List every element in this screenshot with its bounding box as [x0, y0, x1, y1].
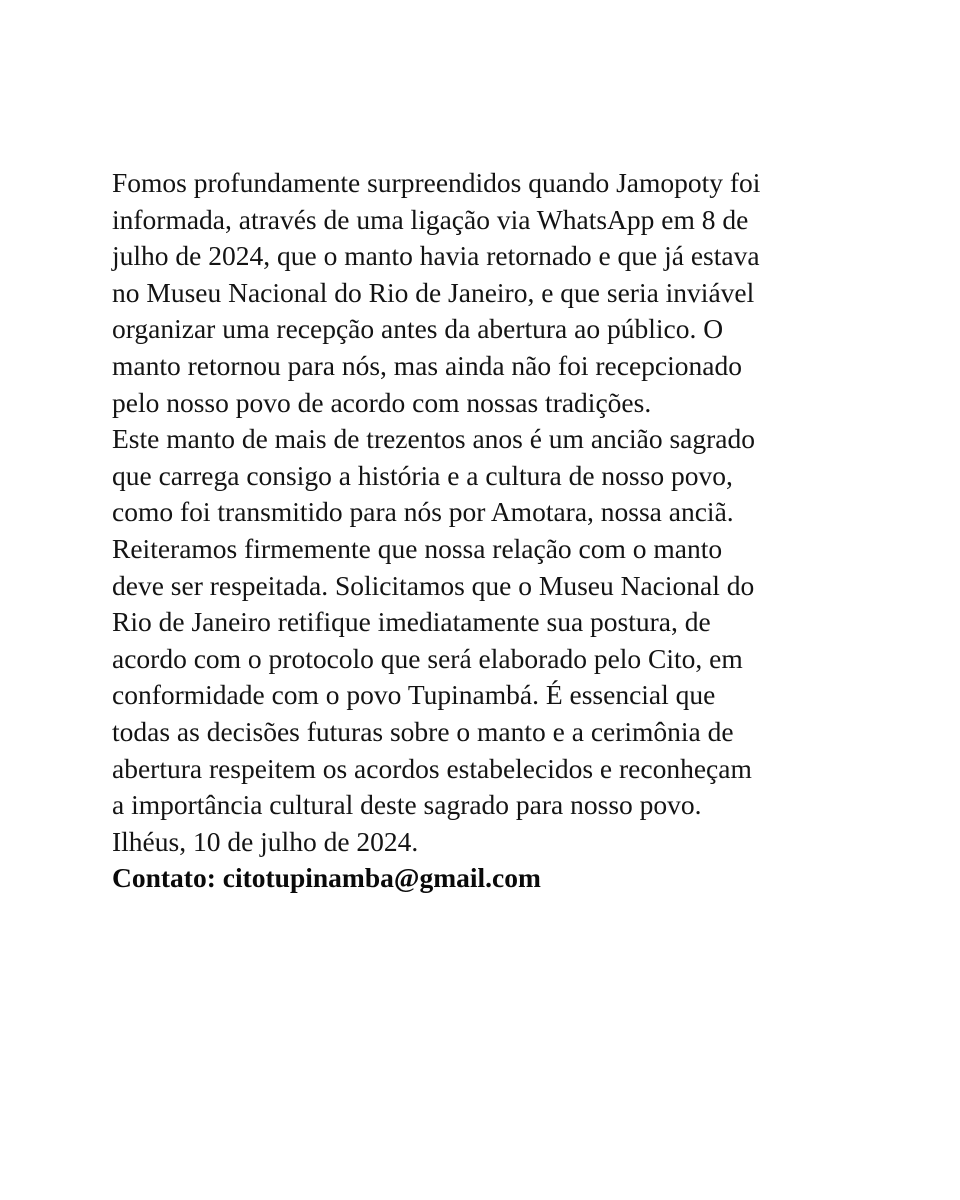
paragraph-1-line: organizar uma recepção antes da abertura ao público. O: [112, 313, 724, 345]
paragraph-2-line: que carrega consigo a história e a cultura de nosso povo,: [112, 459, 733, 491]
paragraph-1-line: informada, através de uma ligação via WhatsApp em 8 de: [112, 203, 749, 235]
paragraph-1-line: Fomos profundamente surpreendidos quando Jamopoty foi: [112, 167, 761, 198]
place-date: Ilhéus, 10 de julho de 2024.: [112, 825, 419, 857]
paragraph-1-line: manto retornou para nós, mas ainda não foi recepcionado: [112, 349, 742, 381]
paragraph-2-line: Este manto de mais de trezentos anos é um ancião sagrado: [112, 423, 755, 455]
contact-email: Contato: citotupinamba@gmail.com: [112, 862, 541, 894]
paragraph-2-line: abertura respeitem os acordos estabelecidos e reconheçam: [112, 752, 752, 784]
paragraph-1-line: julho de 2024, que o manto havia retornado e que já estava: [112, 240, 760, 272]
paragraph-2-line: como foi transmitido para nós por Amotara, nossa anciã.: [112, 496, 734, 528]
paragraph-1-line: no Museu Nacional do Rio de Janeiro, e que seria inviável: [112, 276, 755, 308]
paragraph-2-line: deve ser respeitada. Solicitamos que o Museu Nacional do: [112, 569, 755, 601]
paragraph-1-line: pelo nosso povo de acordo com nossas tradições.: [112, 386, 652, 418]
paragraph-2-line: a importância cultural deste sagrado para nosso povo.: [112, 789, 702, 821]
paragraph-2-line: conformidade com o povo Tupinambá. É essencial que: [112, 679, 716, 711]
paragraph-2-line: Reiteramos firmemente que nossa relação com o manto: [112, 532, 723, 564]
paragraph-2-line: acordo com o protocolo que será elaborado pelo Cito, em: [112, 642, 743, 674]
paragraph-2-line: todas as decisões futuras sobre o manto e a cerimônia de: [112, 715, 734, 747]
letter-body: [112, 165, 852, 897]
paragraph-2-line: Rio de Janeiro retifique imediatamente sua postura, de: [112, 606, 711, 638]
